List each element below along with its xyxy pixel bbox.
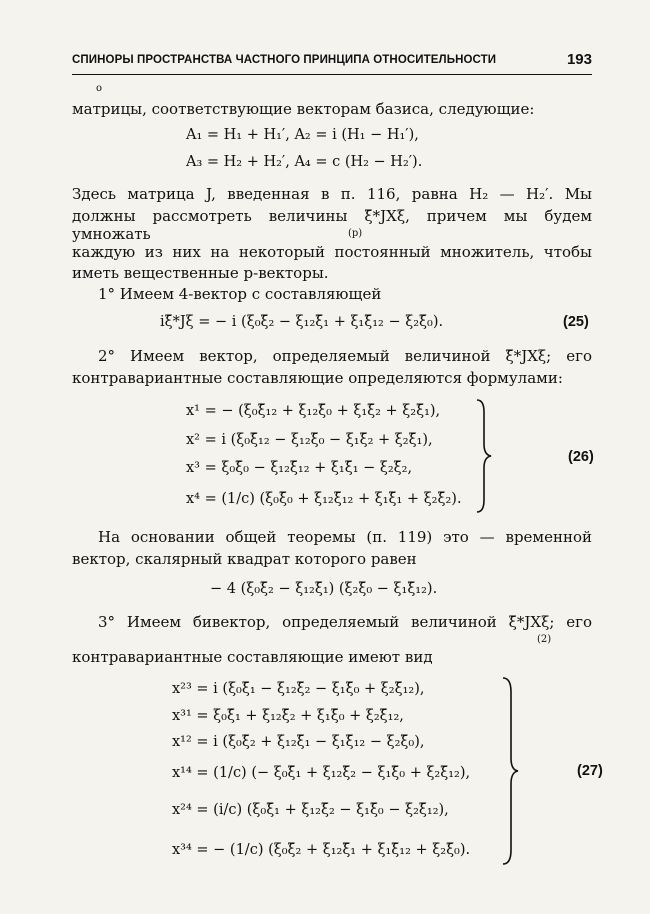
formula-x3: x³ = ξ₀ξ̄₀ − ξ₁₂ξ̄₁₂ + ξ₁ξ̄₁ − ξ₂ξ̄₂,: [186, 460, 413, 476]
running-head-title: СПИНОРЫ ПРОСТРАНСТВА ЧАСТНОГО ПРИНЦИПА ОТНОСИТЕЛЬНОСТИ: [72, 54, 497, 66]
para2-line-2: вектор, скалярный квадрат которого равен: [72, 550, 417, 568]
basis-formula-row-2: A₃ = H₂ + H₂′, A₄ = c (H₂ − H₂′).: [186, 154, 423, 170]
formula-x24: x²⁴ = (i/c) (ξ₀ξ̄₁ + ξ₁₂ξ̄₂ − ξ₁ξ̄₀ − ξ₂ξ̄₁₂),: [172, 802, 449, 818]
formula-x23: x²³ = i (ξ₀ξ̄₁ − ξ₁₂ξ̄₂ − ξ₁ξ̄₀ + ξ₂ξ̄₁₂),: [172, 681, 425, 697]
para1-subscript-p: (p): [348, 228, 363, 239]
right-brace-26: [474, 398, 494, 514]
right-brace-27: [500, 676, 522, 866]
item2-line-1: 2° Имеем вектор, определяемый величиной ξ̄*JXξ; его: [98, 347, 592, 365]
page-number: 193: [566, 51, 592, 68]
item3-line-1: 3° Имеем бивектор, определяемый величиной ξ̄*JXξ; его: [98, 613, 592, 631]
scalar-square-formula: − 4 (ξ₀ξ̄₂ − ξ₁₂ξ̄₁) (ξ₂ξ̄₀ − ξ₁ξ̄₁₂).: [210, 581, 438, 597]
basis-formula-row-1: A₁ = H₁ + H₁′, A₂ = i (H₁ − H₁′),: [186, 127, 419, 143]
print-speck: о: [96, 83, 103, 94]
para1-line-3: каждую из них на некоторый постоянный множитель, чтобы: [72, 243, 592, 261]
running-head: [72, 50, 592, 75]
formula-x31: x³¹ = ξ₀ξ̄₁ + ξ₁₂ξ̄₂ + ξ₁ξ̄₀ + ξ₂ξ̄₁₂,: [172, 708, 404, 724]
formula-25: iξ̄*Jξ = − i (ξ₀ξ̄₂ − ξ₁₂ξ̄₁ + ξ₁ξ̄₁₂ − ξ₂ξ̄₀).: [160, 314, 444, 330]
formula-x2: x² = i (ξ₀ξ̄₁₂ − ξ₁₂ξ̄₀ − ξ₁ξ̄₂ + ξ₂ξ̄₁),: [186, 432, 433, 448]
para2-line-1: На основании общей теоремы (п. 119) это — временной: [98, 528, 592, 546]
equation-number-25: (25): [563, 314, 589, 330]
formula-x14: x¹⁴ = (1/c) (− ξ₀ξ̄₁ + ξ₁₂ξ̄₂ − ξ₁ξ̄₀ + ξ₂ξ̄₁₂),: [172, 765, 471, 781]
formula-x1: x¹ = − (ξ₀ξ̄₁₂ + ξ₁₂ξ̄₀ + ξ₁ξ̄₂ + ξ₂ξ̄₁),: [186, 403, 441, 419]
item2-line-2: контравариантные составляющие определяются формулами:: [72, 369, 563, 387]
para1-line-1: Здесь матрица J, введенная в п. 116, равна H₂ — H₂′. Мы: [72, 185, 592, 203]
formula-x12: x¹² = i (ξ₀ξ̄₂ + ξ₁₂ξ̄₁ − ξ₁ξ̄₁₂ − ξ₂ξ̄₀),: [172, 734, 425, 750]
formula-x34: x³⁴ = − (1/c) (ξ₀ξ̄₂ + ξ₁₂ξ̄₁ + ξ₁ξ̄₁₂ + ξ₂ξ̄₀).: [172, 842, 471, 858]
item3-subscript-2: (2): [537, 634, 552, 645]
intro-line: матрицы, соответствующие векторам базиса, следующие:: [72, 100, 535, 118]
equation-number-27: (27): [577, 763, 603, 779]
item3-line-2: контравариантные составляющие имеют вид: [72, 648, 433, 666]
formula-x4: x⁴ = (1/c) (ξ₀ξ̄₀ + ξ₁₂ξ̄₁₂ + ξ₁ξ̄₁ + ξ₂ξ̄₂).: [186, 491, 462, 507]
para1-line-4: иметь вещественные p-векторы.: [72, 264, 329, 282]
para1-line-2: должны рассмотреть величины ξ̄*JXξ, причем мы будем умножать: [72, 207, 592, 243]
item1-intro: 1° Имеем 4-вектор с составляющей: [98, 285, 382, 303]
equation-number-26: (26): [568, 449, 594, 465]
